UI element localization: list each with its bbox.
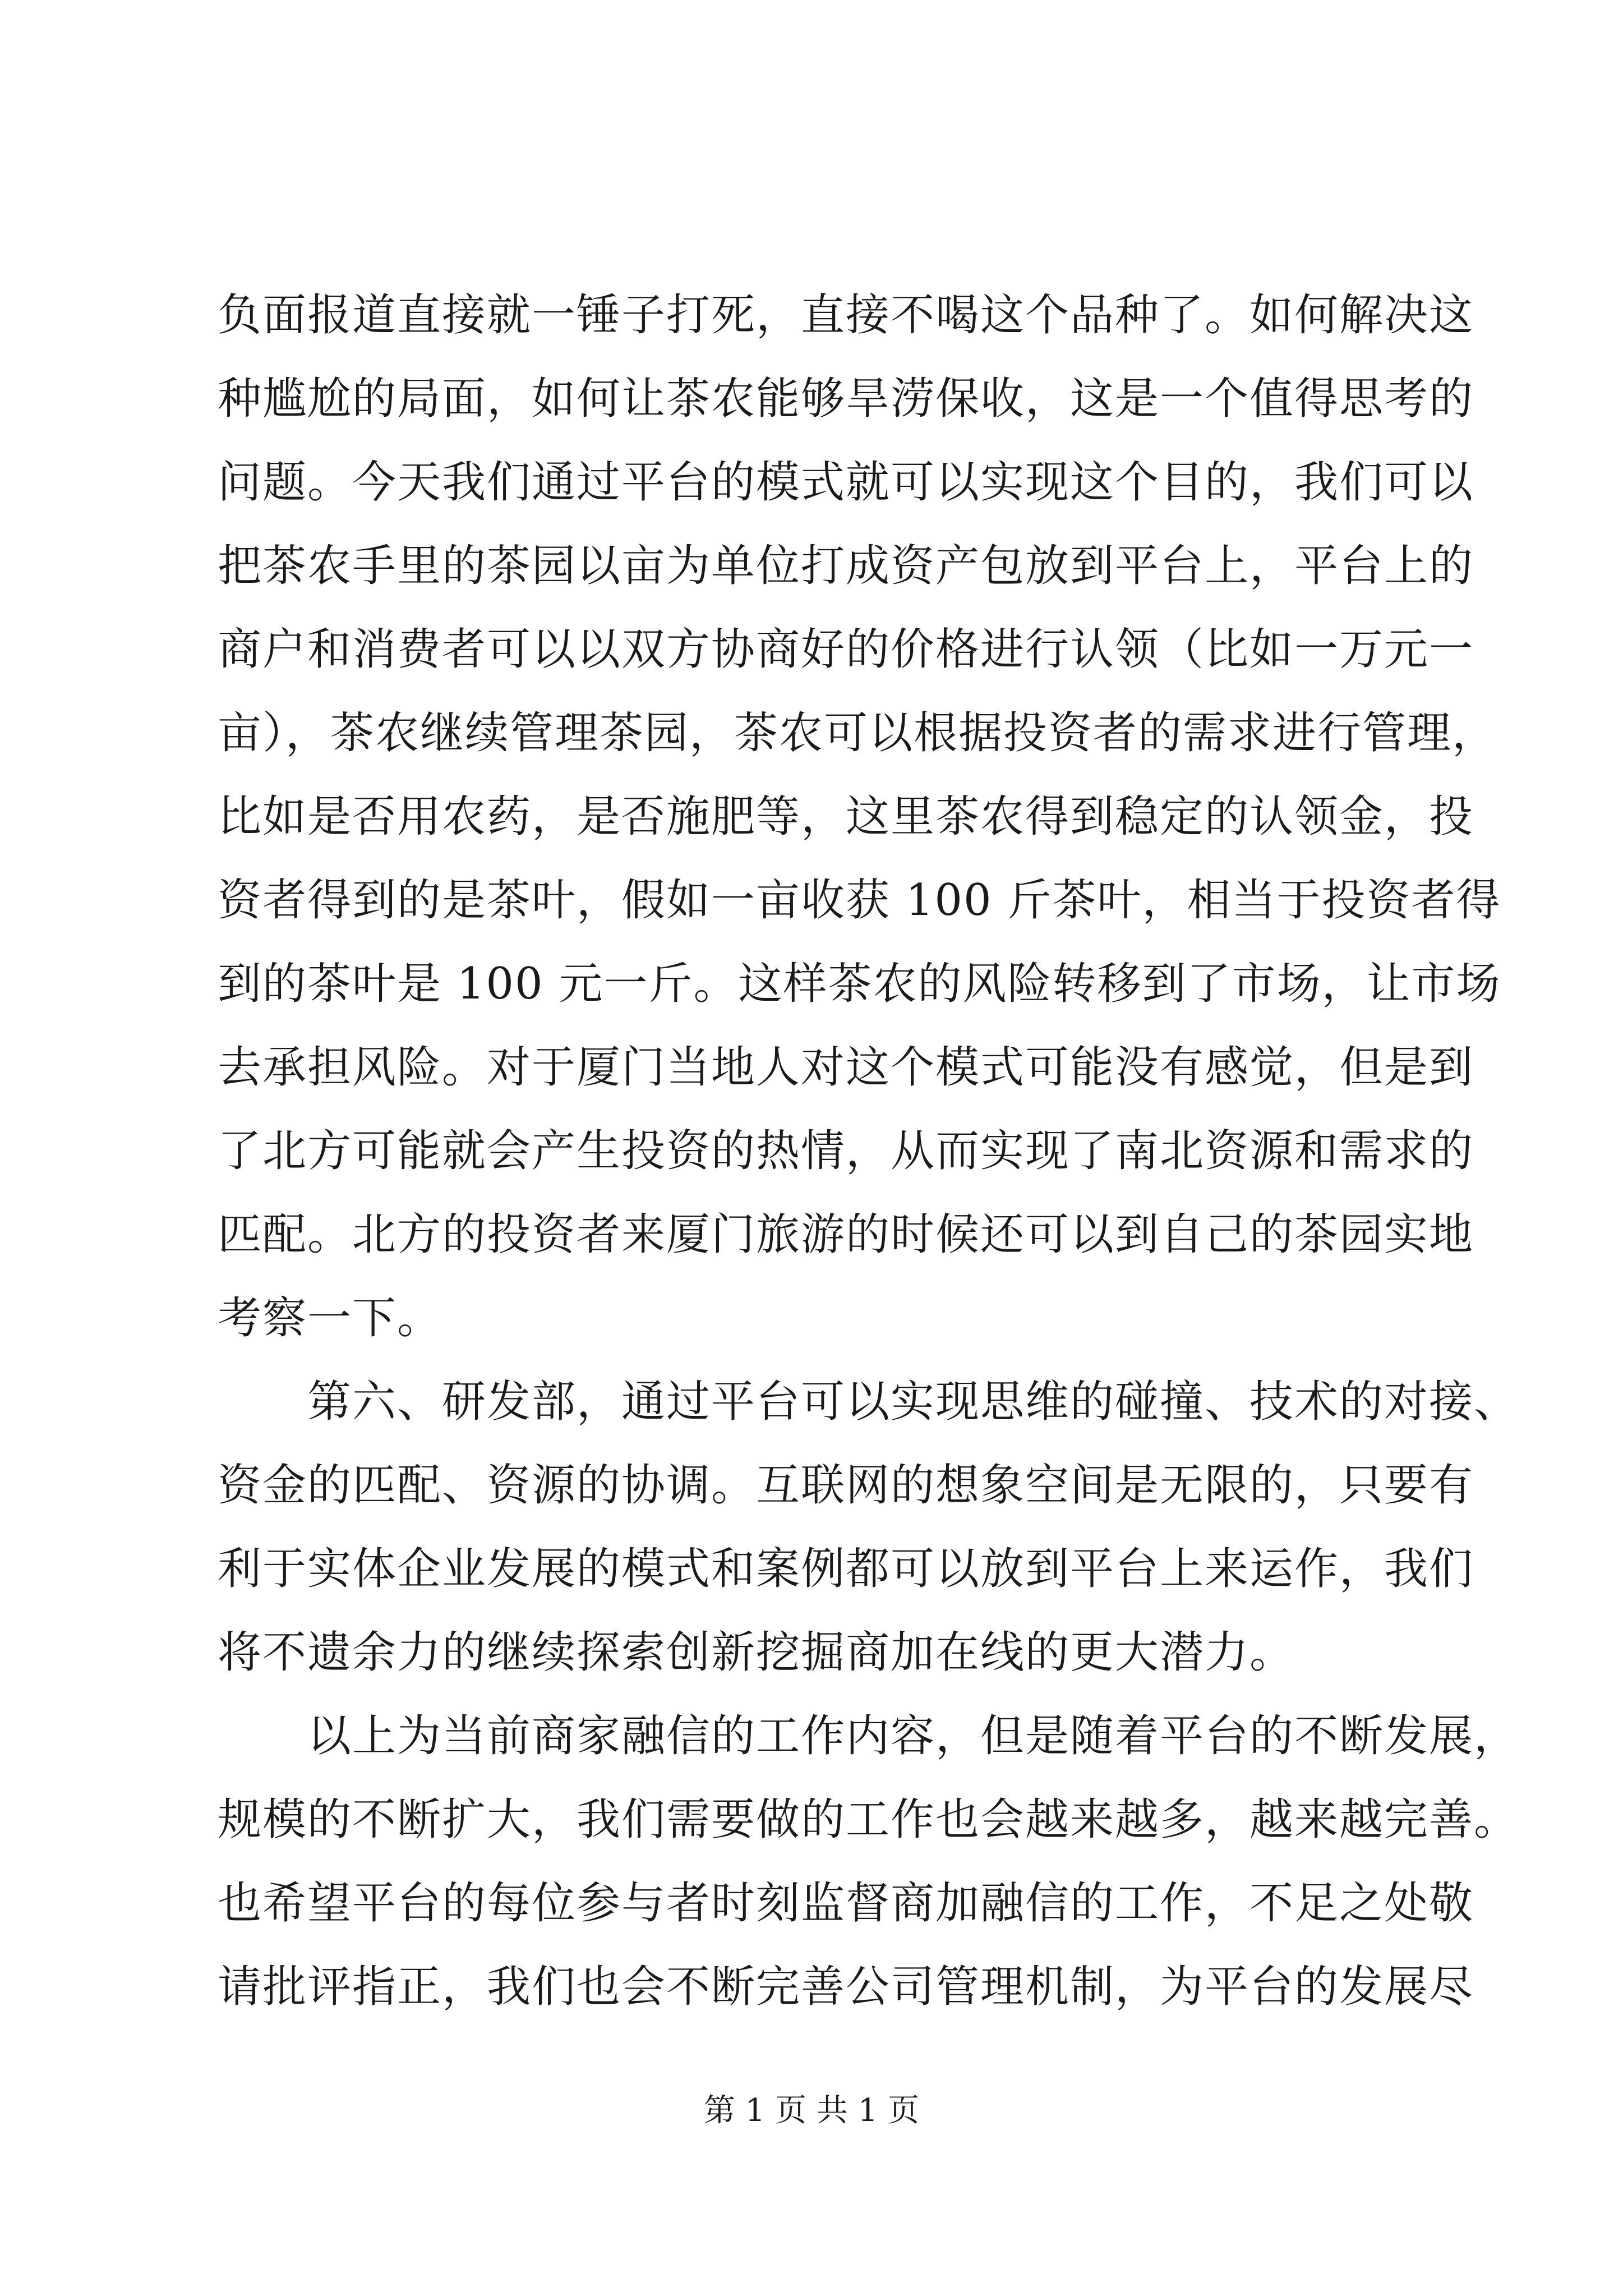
document-body — [218, 274, 1519, 2029]
text-line: 到的茶叶是 100 元一斤。这样茶农的风险转移到了市场，让市场 — [218, 959, 1501, 1009]
page-footer: 第 1 页 共 1 页 — [703, 2092, 920, 2129]
text-line: 问题。今天我们通过平台的模式就可以实现这个目的，我们可以 — [218, 457, 1474, 508]
text-line: 比如是否用农药，是否施肥等，这里茶农得到稳定的认领金，投 — [218, 792, 1474, 842]
text-line: 把茶农手里的茶园以亩为单位打成资产包放到平台上，平台上的 — [218, 541, 1474, 591]
text-line: 请批评指正，我们也会不断完善公司管理机制，为平台的发展尽 — [218, 1962, 1474, 2012]
text-line: 考察一下。 — [218, 1293, 442, 1343]
text-line: 去承担风险。对于厦门当地人对这个模式可能没有感觉，但是到 — [218, 1042, 1474, 1093]
text-line: 匹配。北方的投资者来厦门旅游的时候还可以到自己的茶园实地 — [218, 1209, 1474, 1260]
text-line: 了北方可能就会产生投资的热情，从而实现了南北资源和需求的 — [218, 1126, 1474, 1176]
text-line: 利于实体企业发展的模式和案例都可以放到平台上来运作，我们 — [218, 1544, 1474, 1594]
paragraph-start-line: 第六、研发部，通过平台可以实现思维的碰撞、技术的对接、 — [307, 1377, 1519, 1427]
text-line: 负面报道直接就一锤子打死，直接不喝这个品种了。如何解决这 — [218, 290, 1474, 341]
text-line: 资金的匹配、资源的协调。互联网的想象空间是无限的，只要有 — [218, 1460, 1474, 1511]
text-line: 资者得到的是茶叶，假如一亩收获 100 斤茶叶，相当于投资者得 — [218, 875, 1501, 926]
text-line: 规模的不断扩大，我们需要做的工作也会越来越多，越来越完善。 — [218, 1795, 1519, 1845]
text-line: 商户和消费者可以以双方协商好的价格进行认领（比如一万元一 — [218, 624, 1474, 675]
text-line: 种尴尬的局面，如何让茶农能够旱涝保收，这是一个值得思考的 — [218, 374, 1474, 424]
text-line: 也希望平台的每位参与者时刻监督商加融信的工作，不足之处敬 — [218, 1878, 1474, 1929]
text-line: 将不遗余力的继续探索创新挖掘商加在线的更大潜力。 — [218, 1627, 1295, 1678]
paragraph-start-line: 以上为当前商家融信的工作内容，但是随着平台的不断发展， — [307, 1711, 1519, 1761]
text-line: 亩），茶农继续管理茶园，茶农可以根据投资者的需求进行管理， — [218, 708, 1497, 758]
